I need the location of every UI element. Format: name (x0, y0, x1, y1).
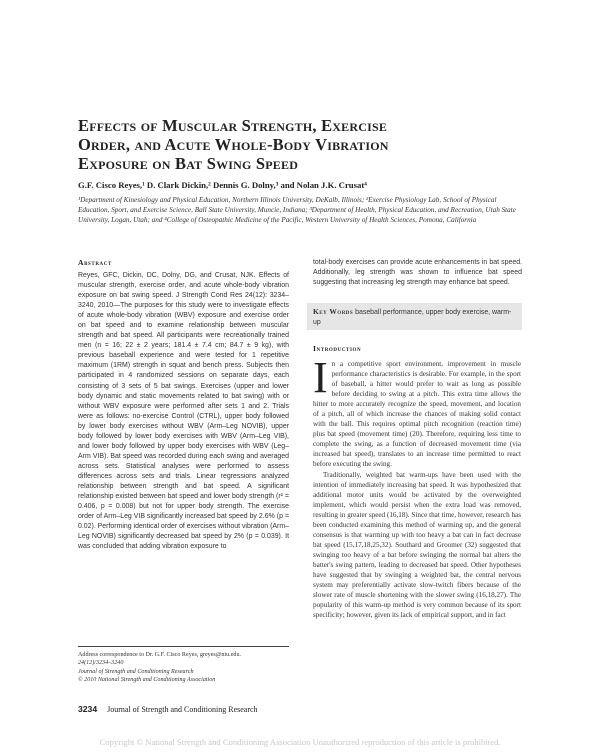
article-title (78, 116, 518, 173)
copyright-footnote: © 2010 National Strength and Conditioning Association (78, 677, 216, 684)
affiliations: ¹Department of Kinesiology and Physical Education, Northern Illinois University, DeKalb, Illinois; ²Exercise Physiology Lab, School of Physical Education, Sport, and Exercise Science, Ball State University, Muncie, Indiana; ³Department of Health, Physical Education, and Recreation, Utah State University, Logan, Utah; and ⁴College of Osteopathic Medicine of the Pacific, Western University of Health Sciences, Pomona, California (78, 196, 516, 224)
drop-cap: I (313, 353, 328, 402)
journal-name-footnote: Journal of Strength and Conditioning Research (78, 668, 194, 675)
correspondence: Address correspondence to Dr. G.F. Cisco Reyes, greyes@niu.edu. (78, 652, 242, 658)
introduction-heading: Introduction (313, 344, 362, 353)
title-line-2: Order, and Acute Whole-Body Vibration (78, 135, 389, 154)
intro-paragraph-2: Traditionally, weighted bat warm-ups have been used with the intention of immediately increasing bat speed. It was hypothesized that additional motor units would be activated by the overweighted implement, which would persist when the extra load was removed, resulting in greater speed (16,18). Since that time, however, research has been conducted examining this method of warming up, and the general consensus is that warming up with too heavy a bat can in fact decrease bat speed (15,17,18,25,32). Southard and Groomer (32) suggested that swinging too heavy of a bat before swinging the normal bat alters the batter's swing pattern, leading to decreased bat speed. Other hypotheses have suggested that by swinging a weighted bat, the central nervous system may preferentially activate slow-twitch fibers because of the slower rate of muscle shortening with the slower swing (16,18,27). The popularity of this warm-up method is very common because of its sport specificity; however, given its lack of empirical support, and in fact (313, 470, 521, 620)
abstract-continued: total-body exercises can provide acute enhancements in bat speed. Additionally, leg strength was shown to influence bat speed suggesting that increasing leg strength may enhance bat speed. (313, 259, 522, 287)
intro-paragraph-1-text: n a competitive sport environment, improvement in muscle performance characteristics is desirable. For example, in the sport of baseball, a hitter would prefer to wait as long as possible before deciding to swing at a pitch. This extra time allows the hitter to more accurately recognize the speed, movement, and location of a pitch, all of which increase the chances of making solid contact with the ball. This requires optimal pitch recognition (reaction time) plus bat speed (movement time) (20). Therefore, requiring less time to complete the swing, as a function of decreased movement time (via increased bat speed), translates to an increase time permitted to react before executing the swing. (313, 360, 521, 469)
key-words-list: baseball performance, upper body exercise, warm-up (313, 309, 512, 326)
introduction-body (313, 353, 521, 620)
copyright-watermark: Copyright © National Strength and Conditioning Association Unauthorized reproduction of this article is prohibited. (99, 737, 501, 747)
title-line-3: Exposure on Bat Swing Speed (78, 154, 299, 173)
abstract-body: Reyes, GFC, Dickin, DC, Dolny, DG, and Crusat, NJK. Effects of muscular strength, exercise order, and acute whole-body vibration exposure on bat swing speed. J Strength Cond Res 24(12): 3234–3240, 2010—The purposes for this study were to investigate effects of acute whole-body vibration (WBV) exposure and exercise order on bat speed and to examine relationship between muscular strength and bat speed. All participants were recreationally trained men (n = 16; 22 ± 2 years; 181.4 ± 7.4 cm; 84.7 ± 9 kg), with previous baseball experience and were tested for 1 repetitive maximum (1RM) strength in squat and bench press. Subjects then participated in 4 randomized sessions on separate days, each consisting of 3 sets of 5 bat swings. Exercises (upper and lower body dynamic and static movements related to bat swing) with or without WBV exposure were performed after sets 1 and 2. Trials were as follows: no-exercise Control (CTRL), upper body followed by lower body exercises without WBV (Arm–Leg NOVIB), upper body followed by lower body exercises with WBV (Arm–Leg VIB), and lower body followed by upper body exercises with WBV (Leg–Arm VIB). Bat speed was recorded during each swing and averaged across sets. Statistical analyses were performed to assess differences across sets and trials. Linear regressions analyzed relationship between strength and bat speed. A significant relationship existed between bat speed and lower body strength (r² = 0.406, p = 0.008) but not for upper body strength. The exercise order of Arm–Leg VIB significantly increased bat speed by 2.6% (p = 0.02). Performing identical order of exercises without vibration (Arm–Leg NOVIB) significantly decreased bat speed by 2% (p = 0.039). It was concluded that adding vibration exposure to (78, 272, 289, 551)
key-words (313, 307, 518, 328)
journal-running-title: Journal of Strength and Conditioning Research (107, 705, 258, 714)
title-line-1: Effects of Muscular Strength, Exercise (78, 116, 388, 135)
citation: 24(12)/3234–3240 (78, 660, 124, 667)
footnote-divider (78, 646, 289, 647)
key-words-label: Key Words (313, 307, 354, 316)
page-number: 3234 (78, 704, 98, 714)
intro-paragraph-1 (313, 353, 521, 470)
page-folio (78, 704, 258, 714)
abstract-heading: Abstract (78, 258, 112, 267)
author-list: G.F. Cisco Reyes,¹ D. Clark Dickin,² Dennis G. Dolny,³ and Nolan J.K. Crusat⁴ (78, 180, 367, 190)
footnote (78, 651, 298, 685)
